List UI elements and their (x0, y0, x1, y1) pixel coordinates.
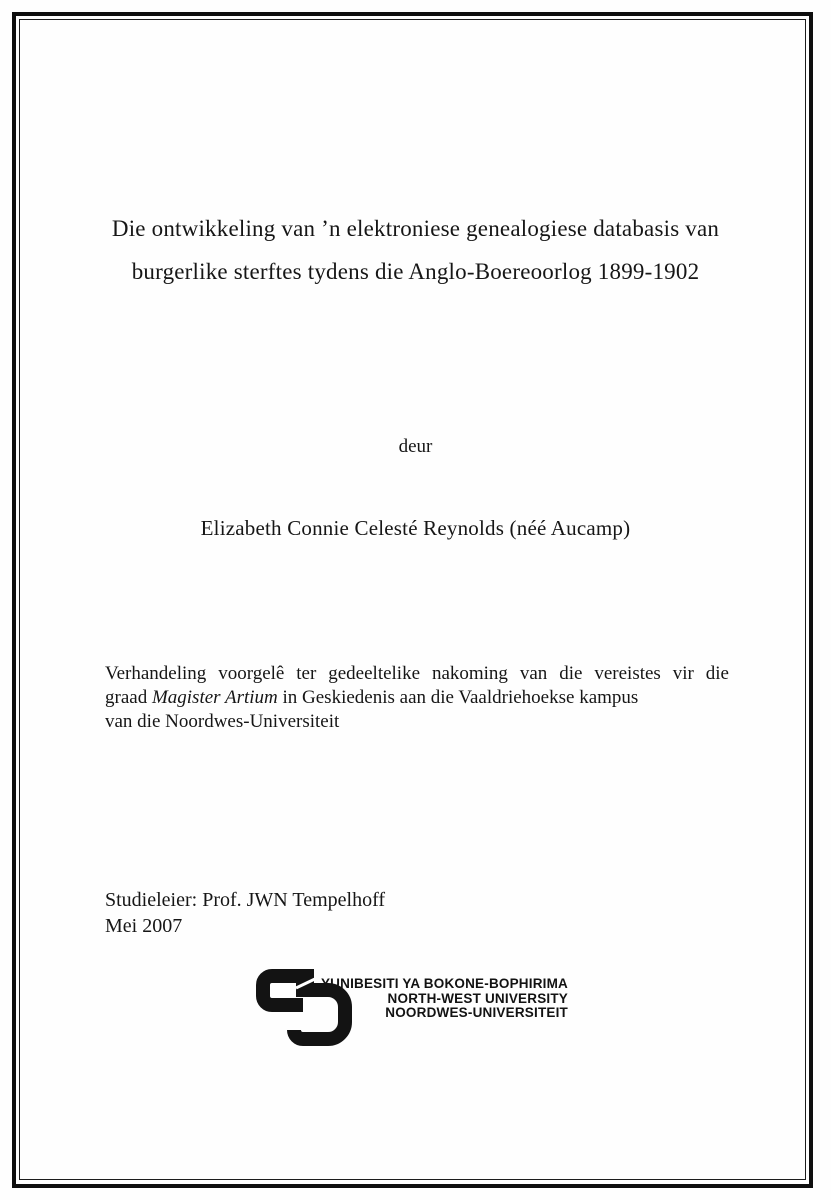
submission-line2 (105, 686, 729, 710)
supervisor-block (105, 887, 385, 939)
submission-line2-pre: graad (105, 687, 152, 708)
logo-line-setswana: YUNIBESITI YA BOKONE-BOPHIRIMA (320, 976, 568, 991)
thesis-title-line2: burgerlike sterftes tydens die Anglo-Boereoorlog 1899-1902 (131, 259, 700, 284)
supervisor-line: Studieleier: Prof. JWN Tempelhoff (105, 889, 386, 911)
logo-line-english: NORTH-WEST UNIVERSITY (387, 990, 568, 1006)
date-line: Mei 2007 (105, 915, 183, 937)
author-name: Elizabeth Connie Celesté Reynolds (néé Aucamp) (200, 516, 631, 540)
submission-line3: van die Noordwes-Universiteit (105, 711, 340, 732)
submission-statement (105, 662, 729, 734)
thesis-title-line1: Die ontwikkeling van ’n elektroniese genealogiese databasis van (111, 216, 720, 241)
thesis-title (40, 207, 791, 293)
logo-line-afrikaans: NOORDWES-UNIVERSITEIT (385, 1005, 568, 1021)
submission-line1: Verhandeling voorgelê ter gedeeltelike nakoming van die vereistes vir die (105, 663, 729, 684)
byline-deur: deur (398, 436, 433, 457)
university-logo-text (308, 977, 568, 1021)
submission-line2-post: in Geskiedenis aan die Vaaldriehoekse kampus (277, 687, 639, 708)
degree-name-italic: Magister Artium (151, 687, 278, 708)
